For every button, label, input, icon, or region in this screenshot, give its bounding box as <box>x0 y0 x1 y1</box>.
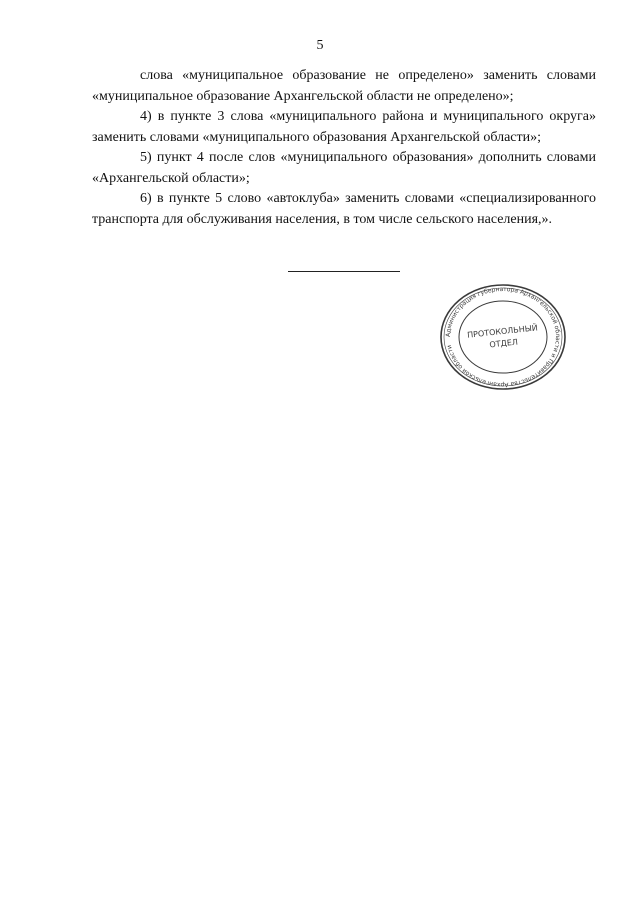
paragraph-item-5: 5) пункт 4 после слов «муниципального образования» дополнить словами «Архангельской области»; <box>92 150 596 186</box>
official-stamp <box>438 282 568 392</box>
signature-line <box>288 271 400 272</box>
page-number: 5 <box>316 38 324 53</box>
paragraph-item-6: 6) в пункте 5 слово «автоклуба» заменить словами «специализированного транспорта для обслуживания населения, в том числе сельского населения,». <box>92 191 596 227</box>
document-body <box>92 66 596 230</box>
paragraph-continuation: слова «муниципальное образование не определено» заменить словами «муниципальное образование Архангельской области не определено»; <box>92 68 596 104</box>
paragraph-item-4: 4) в пункте 3 слова «муниципального района и муниципального округа» заменить словами «муниципального образования Архангельской области»; <box>92 109 596 145</box>
stamp-outer-text: Администрация губернатора Архангельской области и Правительства Архангельской области <box>444 285 562 389</box>
stamp-inner-line2: ОТДЕЛ <box>489 337 519 350</box>
stamp-seal-icon <box>438 282 568 392</box>
stamp-inner-line1: ПРОТОКОЛЬНЫЙ <box>466 323 539 340</box>
